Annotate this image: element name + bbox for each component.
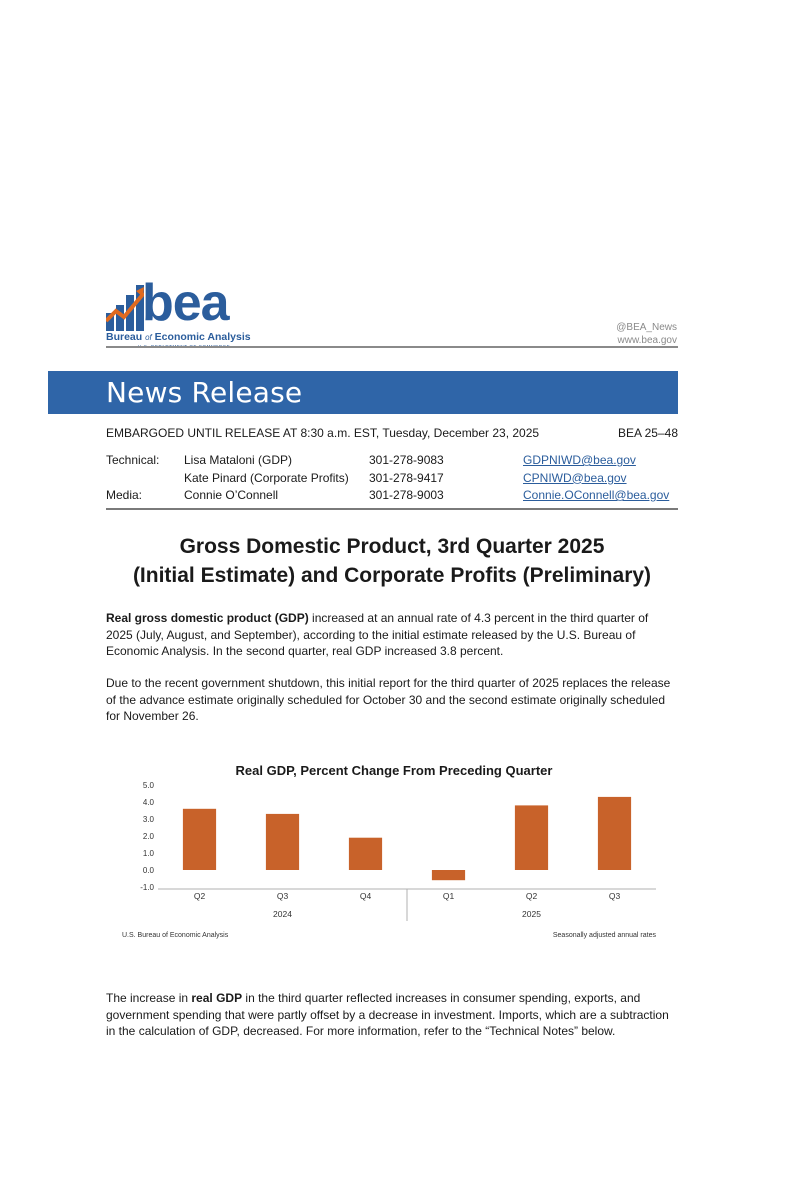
y-tick-label: 2.0 [142,832,154,841]
logo-name: Bureau of Economic Analysis [106,331,251,343]
y-tick-label: 3.0 [142,815,154,824]
y-tick-label: -1.0 [140,883,154,892]
title-line-2: (Initial Estimate) and Corporate Profits (Preliminary) [132,564,652,587]
bea-logo-icon [106,285,144,331]
chart-source: U.S. Bureau of Economic Analysis [122,932,229,939]
x-tick-label: Q2 [193,891,206,901]
bar [515,805,548,870]
contact-name: Connie O’Connell [184,488,279,502]
contact-row [106,470,678,488]
contact-role: Technical: [106,453,160,467]
logo-word: bea [142,274,229,332]
contact-row [106,452,678,470]
contact-role: Media: [106,488,143,502]
y-tick-label: 5.0 [142,781,154,790]
x-tick-label: Q2 [525,891,538,901]
contacts-divider [106,508,678,510]
x-tick-label: Q1 [442,891,455,901]
year-group-label: 2024 [273,909,292,919]
chart-note: Seasonally adjusted annual rates [552,932,656,939]
header-contact [616,321,677,347]
contact-row [106,487,678,505]
news-release-banner [48,371,678,414]
document-title [106,532,678,590]
y-tick-label: 0.0 [142,866,154,875]
twitter-handle[interactable]: @BEA_News [616,322,677,333]
contact-email-link[interactable]: Connie.OConnell@bea.gov [523,488,670,502]
gdp-bold-term: Real gross domestic product (GDP) [106,611,309,625]
real-gdp-bold-term: real GDP [191,991,243,1005]
bar [598,797,631,870]
contact-email-link[interactable]: CPNIWD@bea.gov [523,470,627,485]
bea-logo [106,274,306,345]
year-group-label: 2025 [522,909,541,919]
x-tick-label: Q3 [608,891,621,901]
contact-phone: 301-278-9417 [369,470,444,485]
gdp-chart-svg [106,757,678,942]
bar [349,838,382,870]
header-divider [106,346,678,348]
banner-title: News Release [106,376,303,409]
x-tick-label: Q3 [276,891,289,901]
x-tick-label: Q4 [359,891,372,901]
contacts-table [106,452,678,505]
bar [432,870,465,880]
embargo-text: EMBARGOED UNTIL RELEASE AT 8:30 a.m. EST, Tuesday, December 23, 2025 [106,426,540,440]
contact-phone: 301-278-9083 [369,453,444,467]
release-number: BEA 25–48 [617,426,678,440]
contact-name: Kate Pinard (Corporate Profits) [184,470,349,485]
bar [266,814,299,870]
paragraph-gdp-summary: Real gross domestic product (GDP) increased at an annual rate of 4.3 percent in the third quarter of 2025 (July, August, and September), according to the initial estimate released by the U.S. Bureau of Economic Analysis. In the second quarter, real GDP increased 3.8 percent. [106,611,649,658]
y-tick-label: 4.0 [142,798,154,807]
y-tick-label: 1.0 [142,849,154,858]
embargo-line [106,426,678,440]
contact-email-link[interactable]: GDPNIWD@bea.gov [523,453,636,467]
paragraph-shutdown-note: Due to the recent government shutdown, this initial report for the third quarter of 2025 replaces the release of the advance estimate originally scheduled for October 30 and the second estimate originally scheduled for November 26. [106,676,671,723]
gdp-chart [106,757,678,942]
bar [183,809,216,870]
contact-name: Lisa Mataloni (GDP) [184,453,293,467]
paragraph-gdp-components: The increase in real GDP in the third quarter reflected increases in consumer spending, exports, and government spending that were partly offset by a decrease in investment. Imports, which are a subtraction in the calculation of GDP, decreased. For more information, refer to the “Technical Notes” below. [106,991,669,1038]
contact-phone: 301-278-9003 [369,488,444,502]
chart-title: Real GDP, Percent Change From Preceding Quarter [235,763,553,778]
title-line-1: Gross Domestic Product, 3rd Quarter 2025 [179,535,605,558]
website-link[interactable]: www.bea.gov [617,335,677,346]
